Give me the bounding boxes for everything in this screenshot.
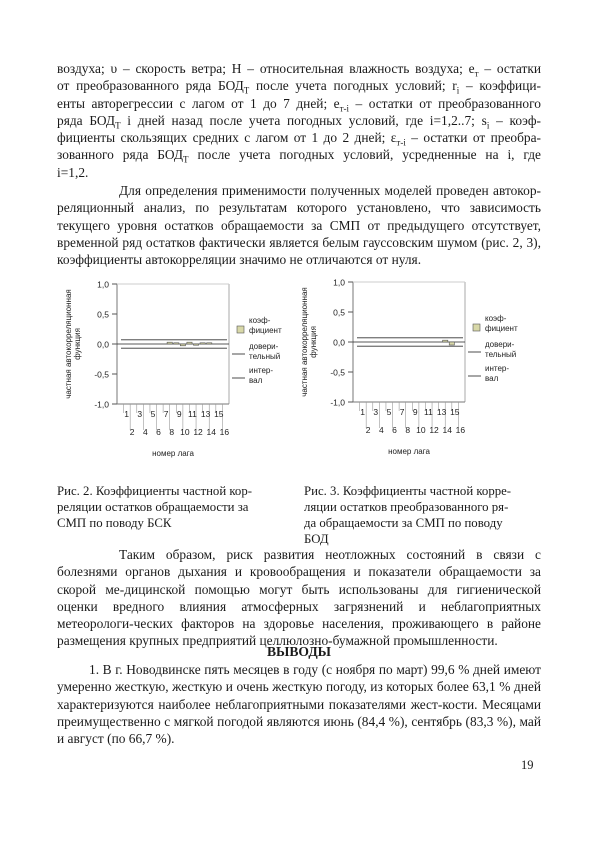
x-tick-label: 3 (137, 409, 143, 419)
legend-label: довери- (485, 340, 515, 349)
x-tick-label: 12 (193, 427, 203, 437)
y-axis-label: функция (73, 328, 82, 360)
figure-3-caption: Рис. 3. Коэффициенты частной корре- ляции остатков преобразованного ря- да обращаемости за СМП по поводу БОД (304, 484, 512, 546)
x-tick-label: 2 (129, 427, 135, 437)
x-tick-label: 4 (142, 427, 148, 437)
legend-label: вал (249, 376, 263, 385)
x-tick-label: 13 (436, 407, 447, 417)
x-tick-label: 2 (365, 425, 371, 435)
y-tick-label: 0,0 (97, 339, 109, 350)
coefficient-bar (180, 344, 185, 346)
x-axis-label: номер лага (152, 449, 194, 458)
legend-label: довери- (249, 342, 279, 351)
chart-figure-2 (57, 272, 307, 477)
x-tick-label: 5 (386, 407, 392, 417)
x-tick-label: 4 (378, 425, 384, 435)
y-tick-label: -1,0 (330, 397, 345, 408)
x-tick-label: 8 (169, 427, 175, 437)
x-tick-label: 7 (163, 409, 169, 419)
x-tick-label: 6 (156, 427, 161, 437)
coefficient-bar (449, 342, 454, 345)
y-tick-label: 0,5 (97, 309, 109, 320)
y-tick-label: -1,0 (94, 399, 109, 410)
x-tick-label: 8 (405, 425, 411, 435)
legend-label: фициент (249, 326, 282, 335)
legend-label: тельный (485, 350, 517, 359)
x-tick-label: 12 (429, 425, 439, 435)
figure-2-caption: Рис. 2. Коэффициенты частной кор- реляции остатков обращаемости за СМП по поводу БСК (57, 484, 252, 530)
x-tick-label: 3 (373, 407, 379, 417)
chart-figure-3 (293, 270, 543, 475)
coefficient-bar (200, 343, 205, 344)
x-tick-label: 13 (200, 409, 211, 419)
x-tick-label: 9 (412, 407, 418, 417)
legend-label: коэф- (249, 316, 271, 325)
x-tick-label: 16 (455, 425, 466, 435)
x-tick-label: 16 (219, 427, 230, 437)
legend-label: тельный (249, 352, 281, 361)
x-tick-label: 15 (214, 409, 224, 419)
coefficient-bar (167, 342, 172, 344)
x-tick-label: 11 (424, 407, 433, 417)
x-tick-label: 9 (176, 409, 182, 419)
paragraph-autocorrelation: Для определения применимости полученных моделей проведен автокор-реляционный анализ, по результатам которого установлено, что зависимость текущего уровня остатков обращаемости за СМП от предыдущего отсутствует, временной ряд остатков фактически является белым гауссовским шумом (рис. 2, 3), коэффициенты автокорреляции значимо не отличаются от нуля. (57, 183, 541, 268)
x-tick-label: 6 (392, 425, 397, 435)
y-axis-label: функция (309, 326, 318, 358)
x-tick-label: 1 (360, 407, 365, 417)
x-tick-label: 14 (206, 427, 216, 437)
x-tick-label: 14 (442, 425, 452, 435)
coefficient-bar (443, 340, 448, 342)
y-tick-label: -0,5 (330, 367, 345, 378)
legend-label: фициент (485, 324, 518, 333)
y-axis-label: частная автокорреляционная (64, 289, 73, 399)
x-tick-label: 10 (180, 427, 190, 437)
y-tick-label: 1,0 (97, 279, 109, 290)
paragraph-conclusion: Таким образом, риск развития неотложных состояний в связи с болезнями органов дыхания и кровообращения и показатели обращаемости за скорой ме-дицинской помощью могут быть использованы для гигиенической оценки вредного влияния атмосферных загрязнений и неблагоприятных метеорологи-ческих факторов на здоровье населения, проживающего в районе размещения крупных предприятий целлюлозно-бумажной промышленности. (57, 547, 541, 649)
legend-swatch-coefficient (473, 324, 480, 331)
y-tick-label: 0,5 (333, 307, 345, 318)
legend-label: вал (485, 374, 499, 383)
legend-swatch-coefficient (237, 326, 244, 333)
y-tick-label: -0,5 (94, 369, 109, 380)
coefficient-bar (193, 344, 198, 345)
paragraph-findings: 1. В г. Новодвинске пять месяцев в году (с ноября по март) 99,6 % дней имеют умеренно жесткую, жесткую и очень жесткую погоду, из которых более 63,1 % дней характеризуются наиболее неблагоприятными показателями жест-кости. Месяцами преимущественно с мягкой погодой являются июнь (84,4 %), сентябрь (83,3 %), май и август (по 66,7 %). (57, 662, 541, 747)
y-axis-label: частная автокорреляционная (300, 287, 309, 397)
coefficient-bar (174, 343, 179, 344)
paragraph-definitions: воздуха; υ – скорость ветра; H – относительная влажность воздуха; $e_т$ – остатки от преобразованного ряда $БОД_Т$ после учета погодных условий; $r_i$ – коэффици- енты авторегрессии с лагом от 1 до 7 дней; $e_{т-i}$ – остатки от преобразованного ряда $БОД_Т$ i дней назад после учета погодных условий, где i=1,2..7; $s_i$ – коэф- фициенты скользящих средних с лагом от 1 до 2 дней; $\varepsilon_{т-i}$ – остатки от преобра- зованного ряда $БОД_Т$ после учета погодных условий, усредненные на i, где i=1,2. (57, 61, 542, 180)
section-heading: ВЫВОДЫ (266, 644, 332, 659)
x-tick-label: 10 (416, 425, 426, 435)
legend-label: коэф- (485, 314, 507, 323)
y-tick-label: 1,0 (333, 277, 345, 288)
x-tick-label: 7 (399, 407, 405, 417)
legend-label: интер- (249, 366, 274, 375)
page-number: 19 (521, 758, 534, 772)
legend-label: интер- (485, 364, 510, 373)
y-tick-label: 0,0 (333, 337, 345, 348)
x-axis-label: номер лага (388, 447, 430, 456)
x-tick-label: 1 (124, 409, 129, 419)
x-tick-label: 5 (150, 409, 156, 419)
x-tick-label: 15 (450, 407, 460, 417)
coefficient-bar (187, 342, 192, 344)
x-tick-label: 11 (188, 409, 197, 419)
coefficient-bar (207, 343, 212, 344)
